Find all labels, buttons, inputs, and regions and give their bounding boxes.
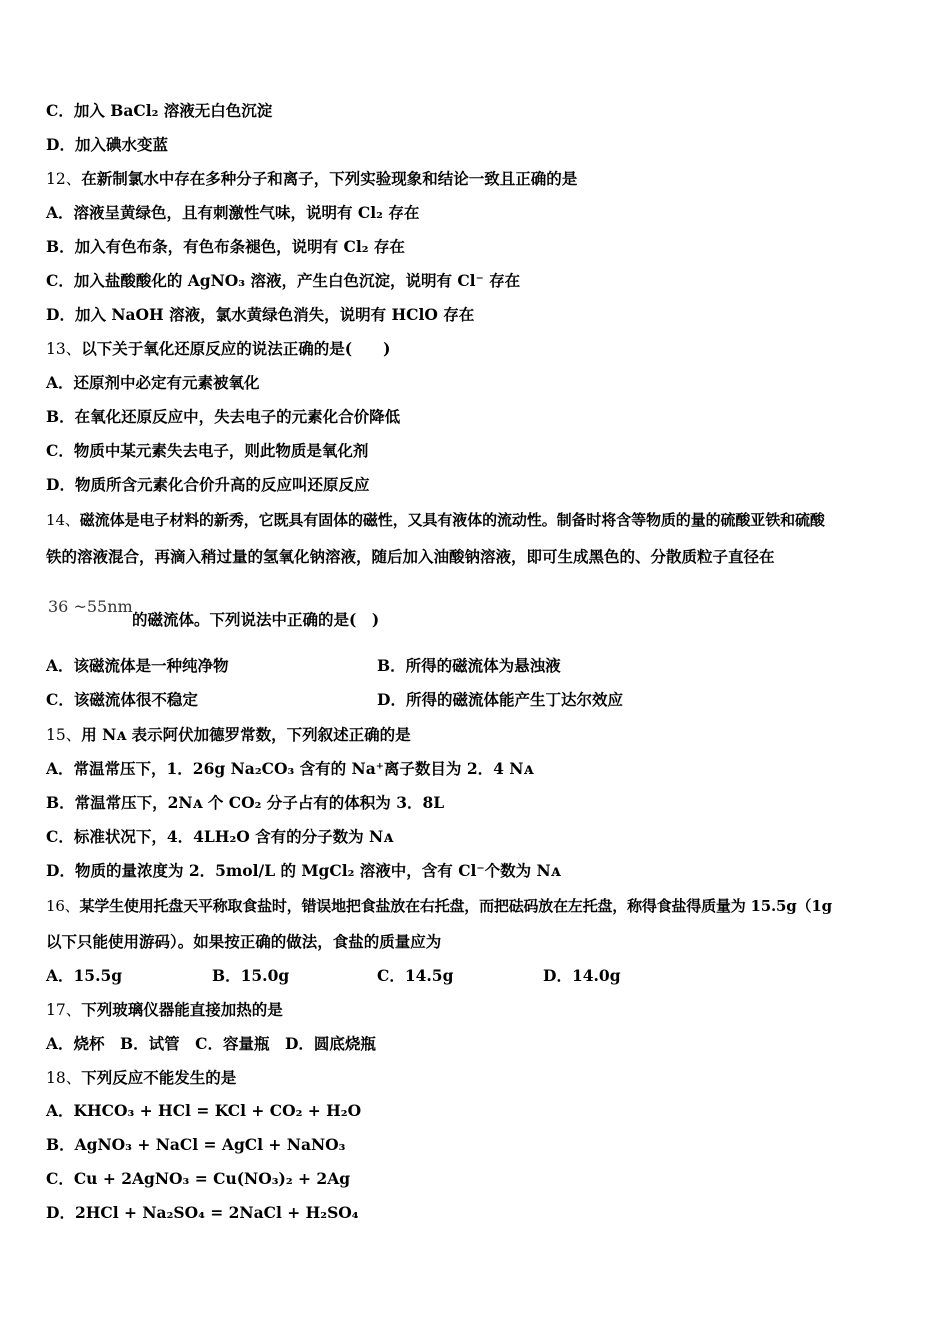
q13-option-d: D．物质所含元素化合价升高的反应叫还原反应: [46, 475, 370, 494]
q15-option-b: B．常温常压下，2Nᴀ 个 CO₂ 分子占有的体积为 3．8L: [46, 793, 445, 812]
q14-formula: 36 ~55nm: [48, 597, 133, 616]
q11-option-d: D．加入碘水变蓝: [46, 135, 168, 154]
q13-option-c: C．物质中某元素失去电子，则此物质是氧化剂: [46, 441, 369, 460]
q18-option-c: C．Cu + 2AgNO₃ = Cu(NO₃)₂ + 2Ag: [46, 1169, 351, 1188]
q12-option-c: C．加入盐酸酸化的 AgNO₃ 溶液，产生白色沉淀，说明有 Cl⁻ 存在: [46, 271, 521, 290]
q15-option-a: A．常温常压下，1．26g Na₂CO₃ 含有的 Na⁺离子数目为 2．4 Nᴀ: [46, 759, 534, 778]
q13-option-b: B．在氧化还原反应中，失去电子的元素化合价降低: [46, 407, 401, 426]
q16-option-a: A．15.5g: [46, 966, 123, 985]
q12-stem: 12、在新制氯水中存在多种分子和离子，下列实验现象和结论一致且正确的是: [46, 169, 578, 188]
q14-option-d: D．所得的磁流体能产生丁达尔效应: [377, 690, 623, 709]
q16-option-d: D．14.0g: [543, 966, 621, 985]
q15-stem: 15、用 Nᴀ 表示阿伏加德罗常数，下列叙述正确的是: [46, 725, 411, 744]
q11-option-c: C．加入 BaCl₂ 溶液无白色沉淀: [46, 101, 273, 120]
q14-stem-line2: 铁的溶液混合，再滴入稍过量的氢氧化钠溶液，随后加入油酸钠溶液，即可生成黑色的、分散质粒子直径在: [46, 547, 775, 566]
q16-option-b: B．15.0g: [212, 966, 290, 985]
q14-option-b: B．所得的磁流体为悬浊液: [377, 656, 561, 675]
q16-stem-line2: 以下只能使用游码）。如果按正确的做法，食盐的质量应为: [46, 932, 442, 951]
q17-stem: 17、下列玻璃仪器能直接加热的是: [46, 1000, 283, 1019]
q15-option-c: C．标准状况下，4．4LH₂O 含有的分子数为 Nᴀ: [46, 827, 394, 846]
q13-stem: 13、以下关于氧化还原反应的说法正确的是( ): [46, 339, 391, 358]
q12-option-d: D．加入 NaOH 溶液，氯水黄绿色消失，说明有 HClO 存在: [46, 305, 475, 324]
q14-stem-line3: 的磁流体。下列说法中正确的是( ): [132, 610, 380, 629]
q12-option-b: B．加入有色布条，有色布条褪色，说明有 Cl₂ 存在: [46, 237, 405, 256]
q12-option-a: A．溶液呈黄绿色，且有刺激性气味，说明有 Cl₂ 存在: [46, 203, 420, 222]
q16-stem-line1: 16、某学生使用托盘天平称取食盐时，错误地把食盐放在右托盘，而把砝码放在左托盘，称得食盐得质量为 15.5g（1g: [46, 897, 832, 915]
q18-option-b: B．AgNO₃ + NaCl = AgCl + NaNO₃: [46, 1135, 346, 1154]
q18-stem: 18、下列反应不能发生的是: [46, 1068, 237, 1087]
q14-option-c: C．该磁流体很不稳定: [46, 690, 198, 709]
q18-option-a: A．KHCO₃ + HCl = KCl + CO₂ + H₂O: [46, 1101, 362, 1120]
q13-option-a: A．还原剂中必定有元素被氧化: [46, 373, 260, 392]
q17-options: A．烧杯 B．试管 C．容量瓶 D．圆底烧瓶: [46, 1034, 376, 1053]
q18-option-d: D．2HCl + Na₂SO₄ = 2NaCl + H₂SO₄: [46, 1203, 359, 1222]
q14-stem-line1: 14、磁流体是电子材料的新秀，它既具有固体的磁性，又具有液体的流动性。制备时将含等物质的量的硫酸亚铁和硫酸: [46, 511, 825, 529]
q14-option-a: A．该磁流体是一种纯净物: [46, 656, 229, 675]
q15-option-d: D．物质的量浓度为 2．5mol/L 的 MgCl₂ 溶液中，含有 Cl⁻个数为 Nᴀ: [46, 861, 561, 880]
q16-option-c: C．14.5g: [377, 966, 454, 985]
